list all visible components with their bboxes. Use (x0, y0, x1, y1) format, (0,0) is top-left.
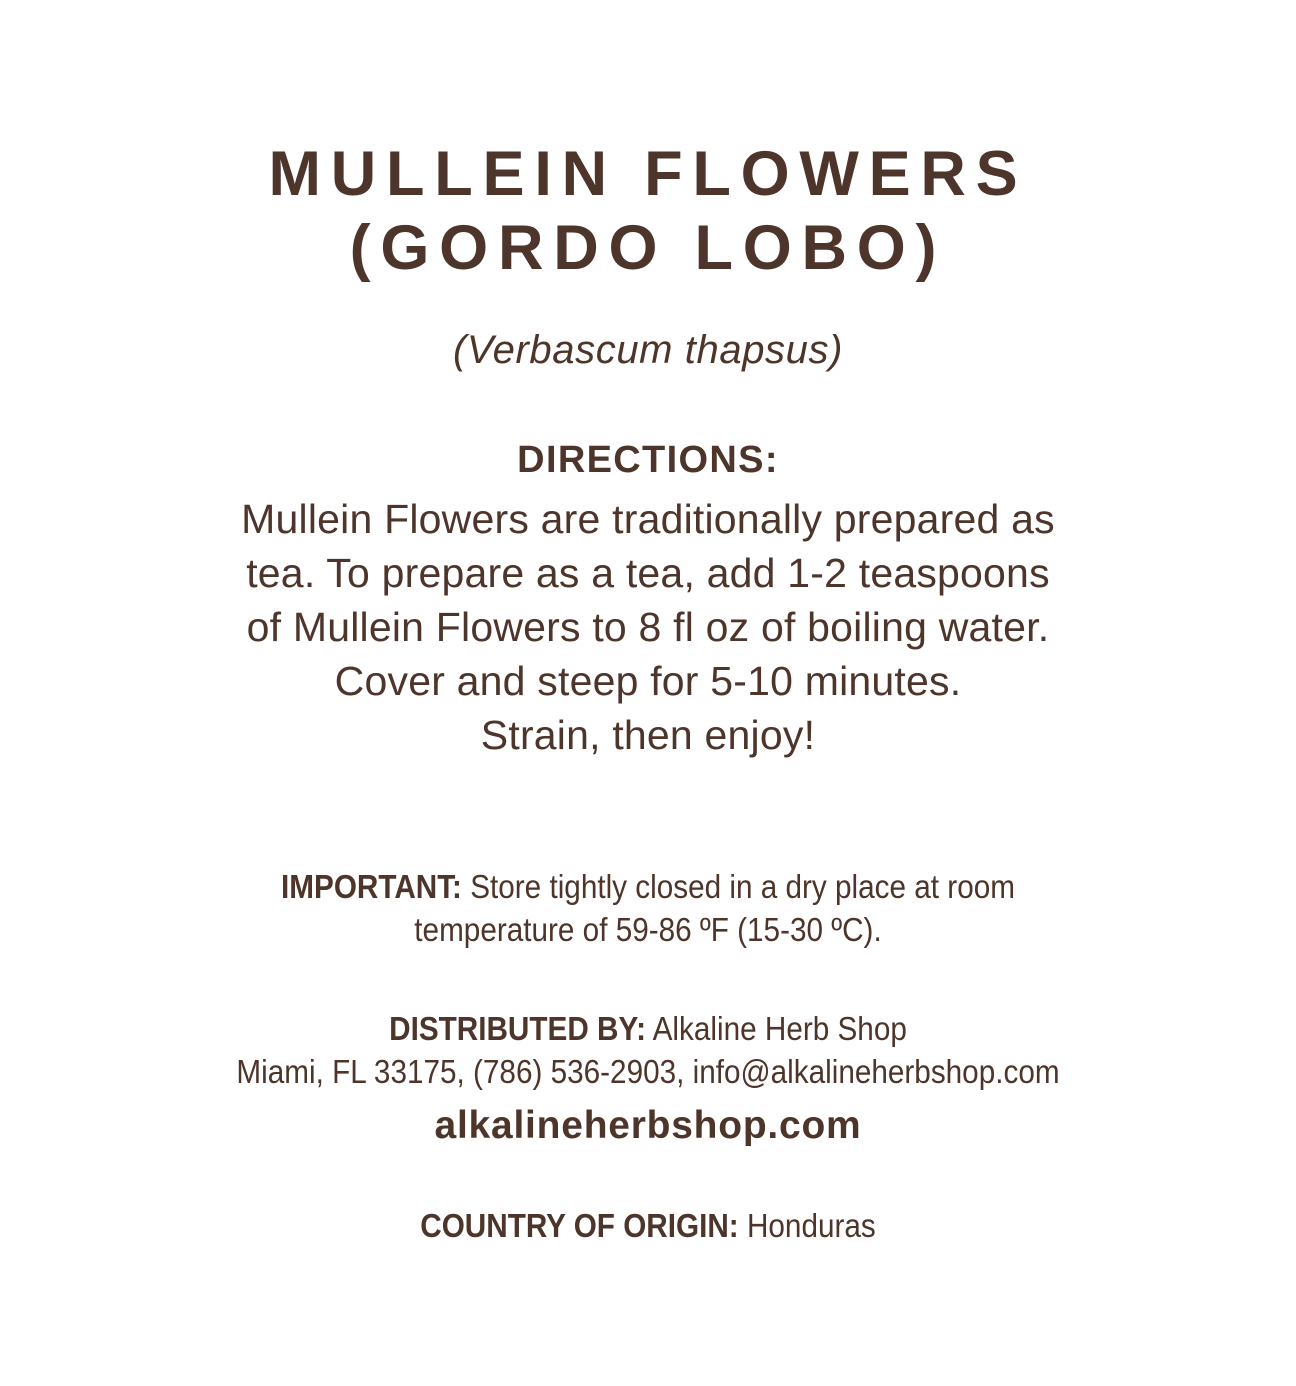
product-title-line2: (GORDO LOBO) (349, 212, 947, 283)
directions-line: tea. To prepare as a tea, add 1-2 teaspoons (246, 549, 1050, 596)
product-title-line1: MULLEIN FLOWERS (268, 139, 1028, 210)
origin-value: Honduras (746, 1207, 876, 1245)
distributed-line1 (65, 1007, 1231, 1051)
directions-line: Strain, then enjoy! (480, 712, 816, 759)
directions-line: Mullein Flowers are traditionally prepared as (241, 495, 1055, 542)
distributor-name: Alkaline Herb Shop (652, 1009, 907, 1047)
important-section (65, 866, 1231, 950)
important-line1 (65, 866, 1231, 908)
important-line2: temperature of 59-86 ºF (15-30 ºC). (414, 910, 882, 948)
distributor-website: alkalineherbshop.com (434, 1103, 862, 1147)
latin-name: (Verbascum thapsus) (452, 327, 844, 372)
origin-section (65, 1207, 1231, 1245)
directions-text (0, 492, 1296, 763)
important-heading: IMPORTANT: (281, 868, 462, 906)
distributor-address: Miami, FL 33175, (786) 536-2903, info@alkalineherbshop.com (236, 1053, 1060, 1091)
distributed-section (65, 1007, 1231, 1152)
distributed-heading: DISTRIBUTED BY: (389, 1009, 646, 1047)
important-text1: Store tightly closed in a dry place at room (470, 868, 1015, 906)
directions-line: of Mullein Flowers to 8 fl oz of boiling water. (246, 604, 1050, 651)
directions-line: Cover and steep for 5-10 minutes. (334, 658, 962, 705)
product-title (0, 138, 1296, 285)
directions-section (0, 439, 1296, 763)
directions-heading: DIRECTIONS: (517, 438, 779, 481)
origin-heading: COUNTRY OF ORIGIN: (420, 1207, 739, 1245)
